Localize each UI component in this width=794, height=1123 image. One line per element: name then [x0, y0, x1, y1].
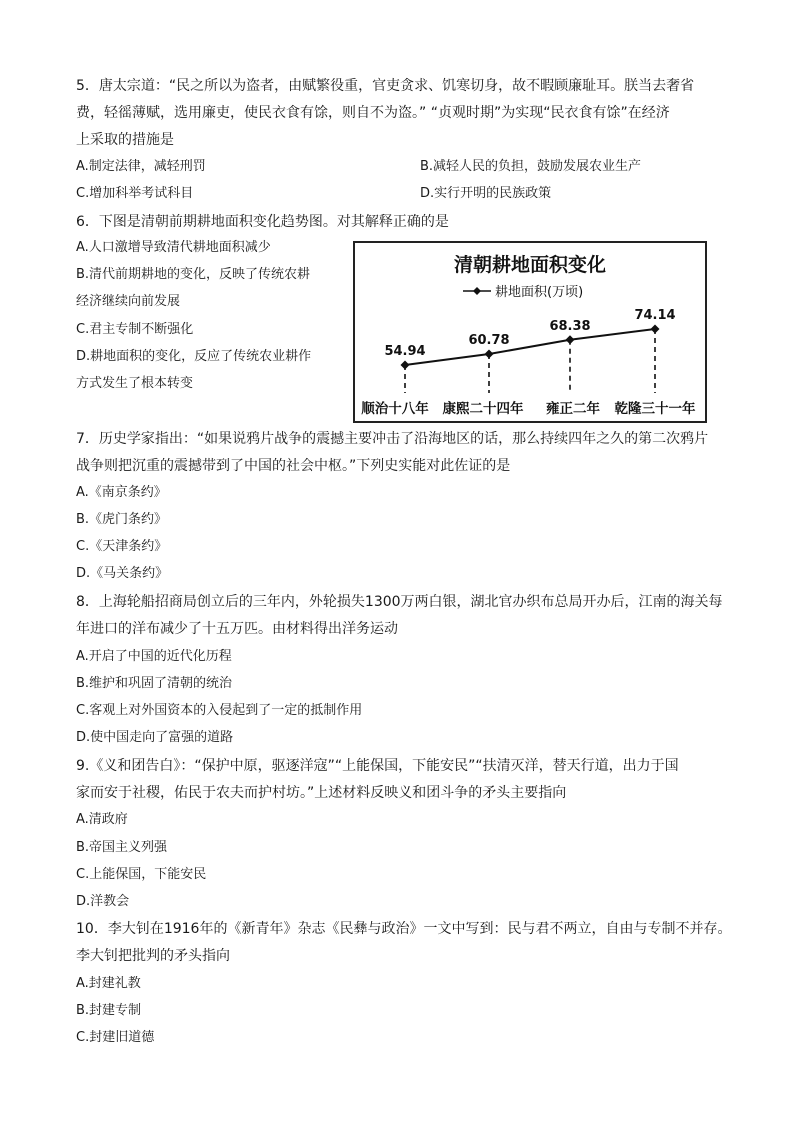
data-label: 60.78: [468, 333, 510, 349]
q8-stem-line2: 年进口的洋布减少了十五万匹。由材料得出洋务运动: [76, 621, 398, 637]
q8-option-c: C.客观上对外国资本的入侵起到了一定的抵制作用: [76, 703, 363, 718]
q7-option-d: D.《马关条约》: [76, 566, 169, 581]
data-point: [401, 360, 410, 369]
legend-marker-icon: [473, 287, 481, 295]
q10-option-b: B.封建专制: [76, 1003, 142, 1018]
x-tick-label: 顺治十八年: [361, 401, 429, 417]
q9-stem-line1: 9.《义和团告白》：“保护中原，驱逐洋寇”“上能保国，下能安民”“扶清灭洋，替天行道，出力于国: [76, 758, 679, 774]
q6-option-b-line2: 经济继续向前发展: [76, 294, 181, 309]
q10-stem-line2: 李大钊把批判的矛头指向: [76, 948, 230, 964]
x-tick-label: 雍正二年: [546, 401, 600, 417]
q7-option-c: C.《天津条约》: [76, 539, 168, 554]
q5-stem-line1: 5．唐太宗道：“民之所以为盗者，由赋繁役重，官吏贪求、饥寒切身，故不暇顾廉耻耳。朕当去奢省: [76, 78, 695, 94]
q5-stem-line3: 上采取的措施是: [76, 132, 174, 148]
q6-option-d-line2: 方式发生了根本转变: [76, 376, 194, 391]
series-line: [405, 329, 655, 365]
q9-option-a: A.清政府: [76, 812, 128, 827]
data-label: 54.94: [384, 343, 426, 359]
data-label: 68.38: [549, 318, 591, 334]
legend-label: 耕地面积(万顷): [495, 285, 584, 300]
q5-stem-line2: 费，轻徭薄赋，选用廉吏，使民衣食有馀，则自不为盗。” “贞观时期”为实现“民衣食有馀”在经济: [76, 105, 670, 121]
q9-option-b: B.帝国主义列强: [76, 840, 168, 855]
q10-stem-line1: 10．李大钊在1916年的《新青年》杂志《民彝与政治》一文中写到：民与君不两立，自由与专制不并存。: [76, 921, 732, 937]
chart-legend: [463, 284, 583, 300]
q5-option-c: C.增加科举考试科目: [76, 186, 194, 201]
q10-option-c: C.封建旧道德: [76, 1030, 155, 1045]
data-point: [485, 350, 494, 359]
data-label: 74.14: [634, 307, 676, 323]
q6-option-b-line1: B.清代前期耕地的变化，反映了传统农耕: [76, 267, 311, 282]
chart-title: 清朝耕地面积变化: [453, 254, 607, 276]
q7-option-a: A.《南京条约》: [76, 485, 167, 500]
q6-stem: 6．下图是清朝前期耕地面积变化趋势图。对其解释正确的是: [76, 214, 449, 230]
q6-option-d-line1: D.耕地面积的变化，反应了传统农业耕作: [76, 349, 312, 364]
q8-option-d: D.使中国走向了富强的道路: [76, 730, 234, 745]
q9-stem-line2: 家而安于社稷，佑民于农夫而护村坊。”上述材料反映义和团斗争的矛头主要指向: [76, 785, 567, 801]
q5-option-a: A.制定法律，减轻刑罚: [76, 159, 206, 174]
data-point: [566, 335, 575, 344]
q9-option-c: C.上能保国，下能安民: [76, 867, 207, 882]
q7-option-b: B.《虎门条约》: [76, 512, 168, 527]
q7-stem-line1: 7．历史学家指出：“如果说鸦片战争的震撼主要冲击了沿海地区的话，那么持续四年之久的第二次鸦片: [76, 431, 709, 447]
x-tick-label: 乾隆三十一年: [614, 401, 696, 417]
x-tick-label: 康熙二十四年: [442, 401, 524, 417]
farmland-area-chart: [353, 241, 707, 423]
q8-option-a: A.开启了中国的近代化历程: [76, 649, 232, 664]
q6-option-c: C.君主专制不断强化: [76, 322, 194, 337]
q10-option-a: A.封建礼教: [76, 976, 141, 991]
q8-option-b: B.维护和巩固了清朝的统治: [76, 676, 233, 691]
data-point: [651, 324, 660, 333]
q6-option-a: A.人口激增导致清代耕地面积减少: [76, 240, 271, 255]
q5-option-d: D.实行开明的民族政策: [420, 186, 552, 201]
q7-stem-line2: 战争则把沉重的震撼带到了中国的社会中枢。”下列史实能对此佐证的是: [76, 458, 511, 474]
q8-stem-line1: 8．上海轮船招商局创立后的三年内，外轮损失1300万两白银，湖北官办织布总局开办后，江南的海关每: [76, 594, 723, 610]
chart-svg: [355, 243, 705, 421]
q9-option-d: D.洋教会: [76, 894, 130, 909]
q5-option-b: B.减轻人民的负担，鼓励发展农业生产: [420, 159, 642, 174]
